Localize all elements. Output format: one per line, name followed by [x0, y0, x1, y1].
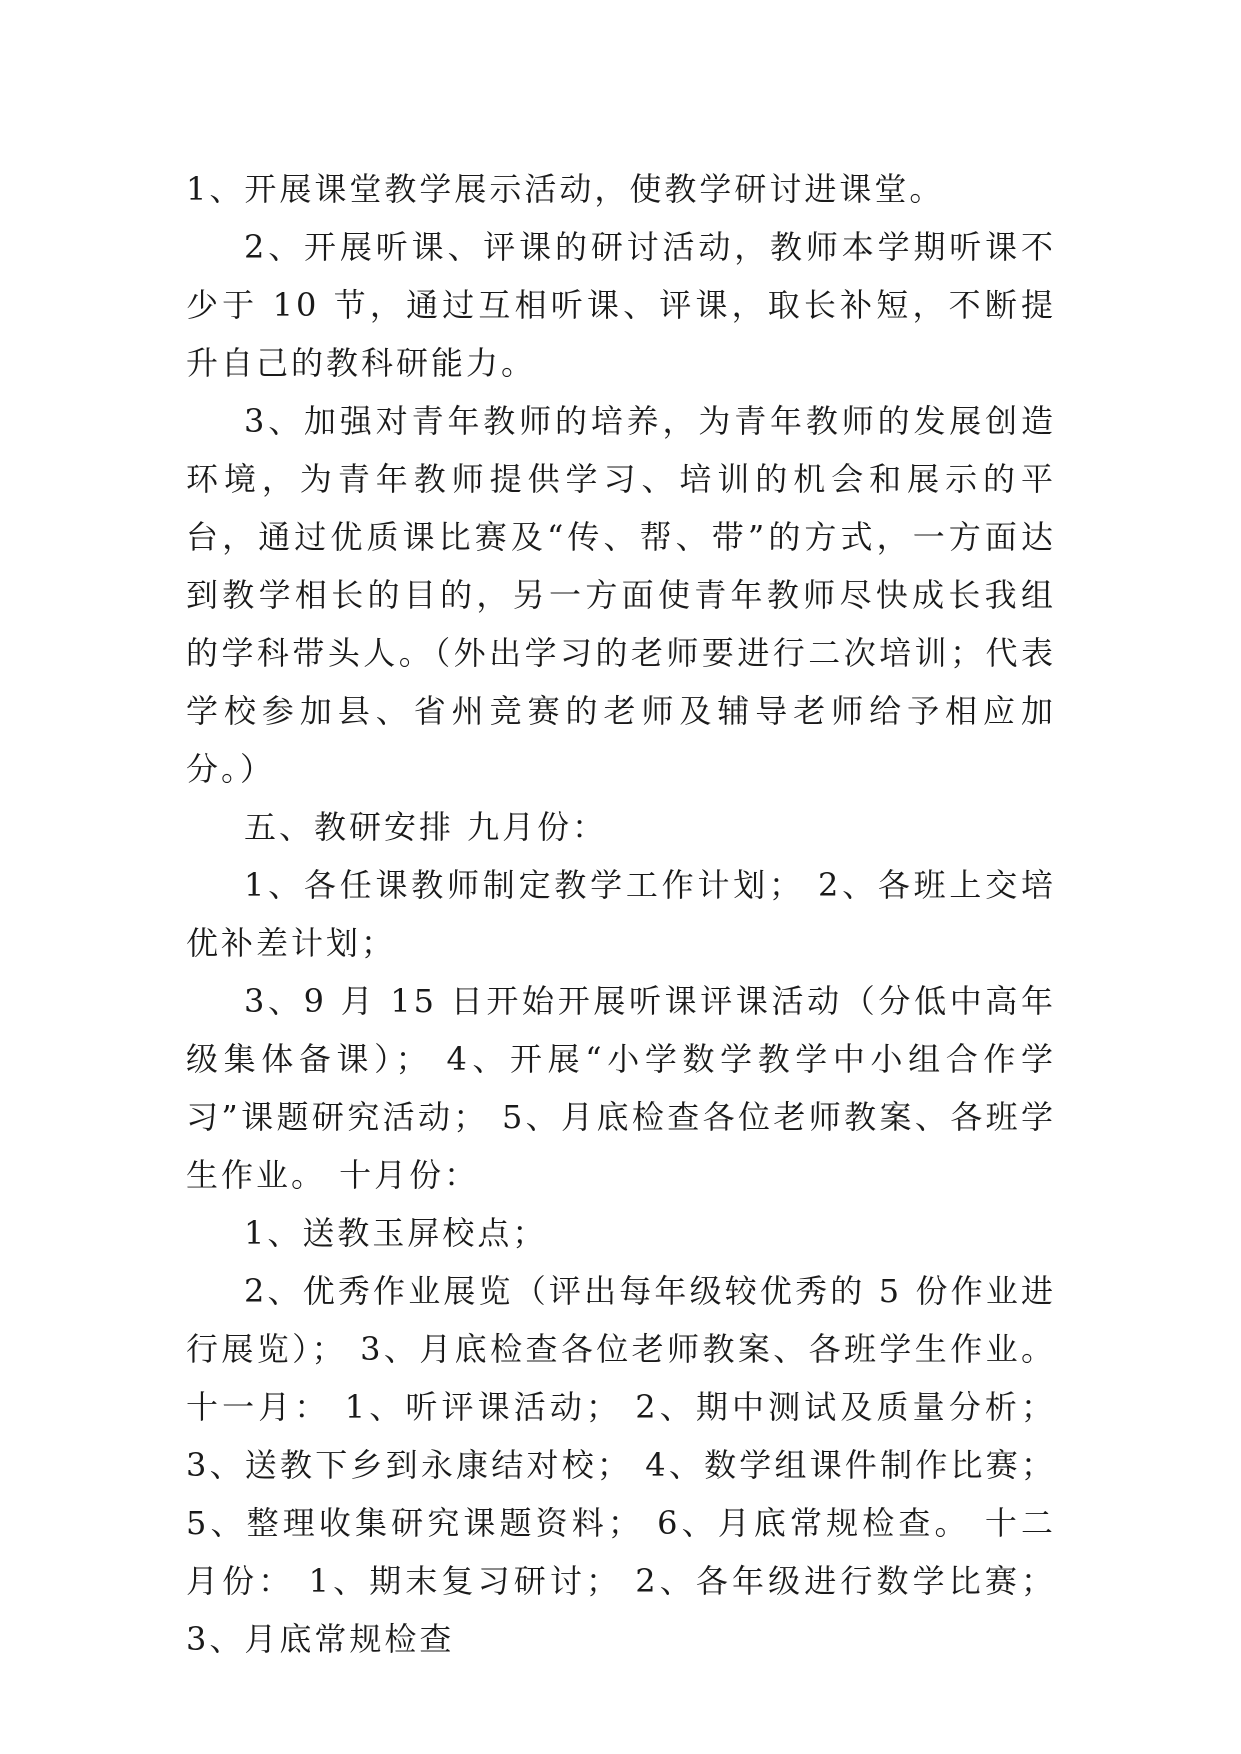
paragraph-september-1: 1、各任课教师制定教学工作计划； 2、各班上交培优补差计划； — [186, 866, 1056, 962]
paragraph-activity-3: 3、加强对青年教师的培养，为青年教师的发展创造环境，为青年教师提供学习、培训的机会和展示的平台，通过优质课比赛及“传、帮、带”的方式，一方面达到教学相长的目的，另一方面使青年教师尽快成长我组的学科带头人。（外出学习的老师要进行二次培训；代表学校参加县、省州竞赛的老师及辅导老师给予相应加分。） — [186, 402, 1056, 788]
paragraph-september-2: 3、9 月 15 日开始开展听课评课活动（分低中高年级集体备课）； 4、开展“小学数学教学中小组合作学习”课题研究活动； 5、月底检查各位老师教案、各班学生作业。 十月份： — [186, 982, 1056, 1194]
paragraph-activity-2: 2、开展听课、评课的研讨活动，教师本学期听课不少于 10 节，通过互相听课、评课，取长补短，不断提升自己的教科研能力。 — [186, 228, 1056, 382]
document-body — [186, 160, 1056, 1668]
paragraph-activity-1: 1、开展课堂教学展示活动，使教学研讨进课堂。 — [186, 170, 945, 208]
section-heading-schedule: 五、教研安排 九月份： — [244, 808, 608, 846]
paragraph-october-onward: 2、优秀作业展览（评出每年级较优秀的 5 份作业进行展览）； 3、月底检查各位老师教案、各班学生作业。 十一月： 1、听评课活动； 2、期中测试及质量分析； 3、送教下乡到永康结对校； 4、数学组课件制作比赛； 5、整理收集研究课题资料； 6、月底常规检查。 十二月份： 1、期末复习研讨； 2、各年级进行数学比赛； 3、月底常规检查 — [186, 1272, 1056, 1658]
paragraph-october-1: 1、送教玉屏校点； — [244, 1214, 548, 1252]
